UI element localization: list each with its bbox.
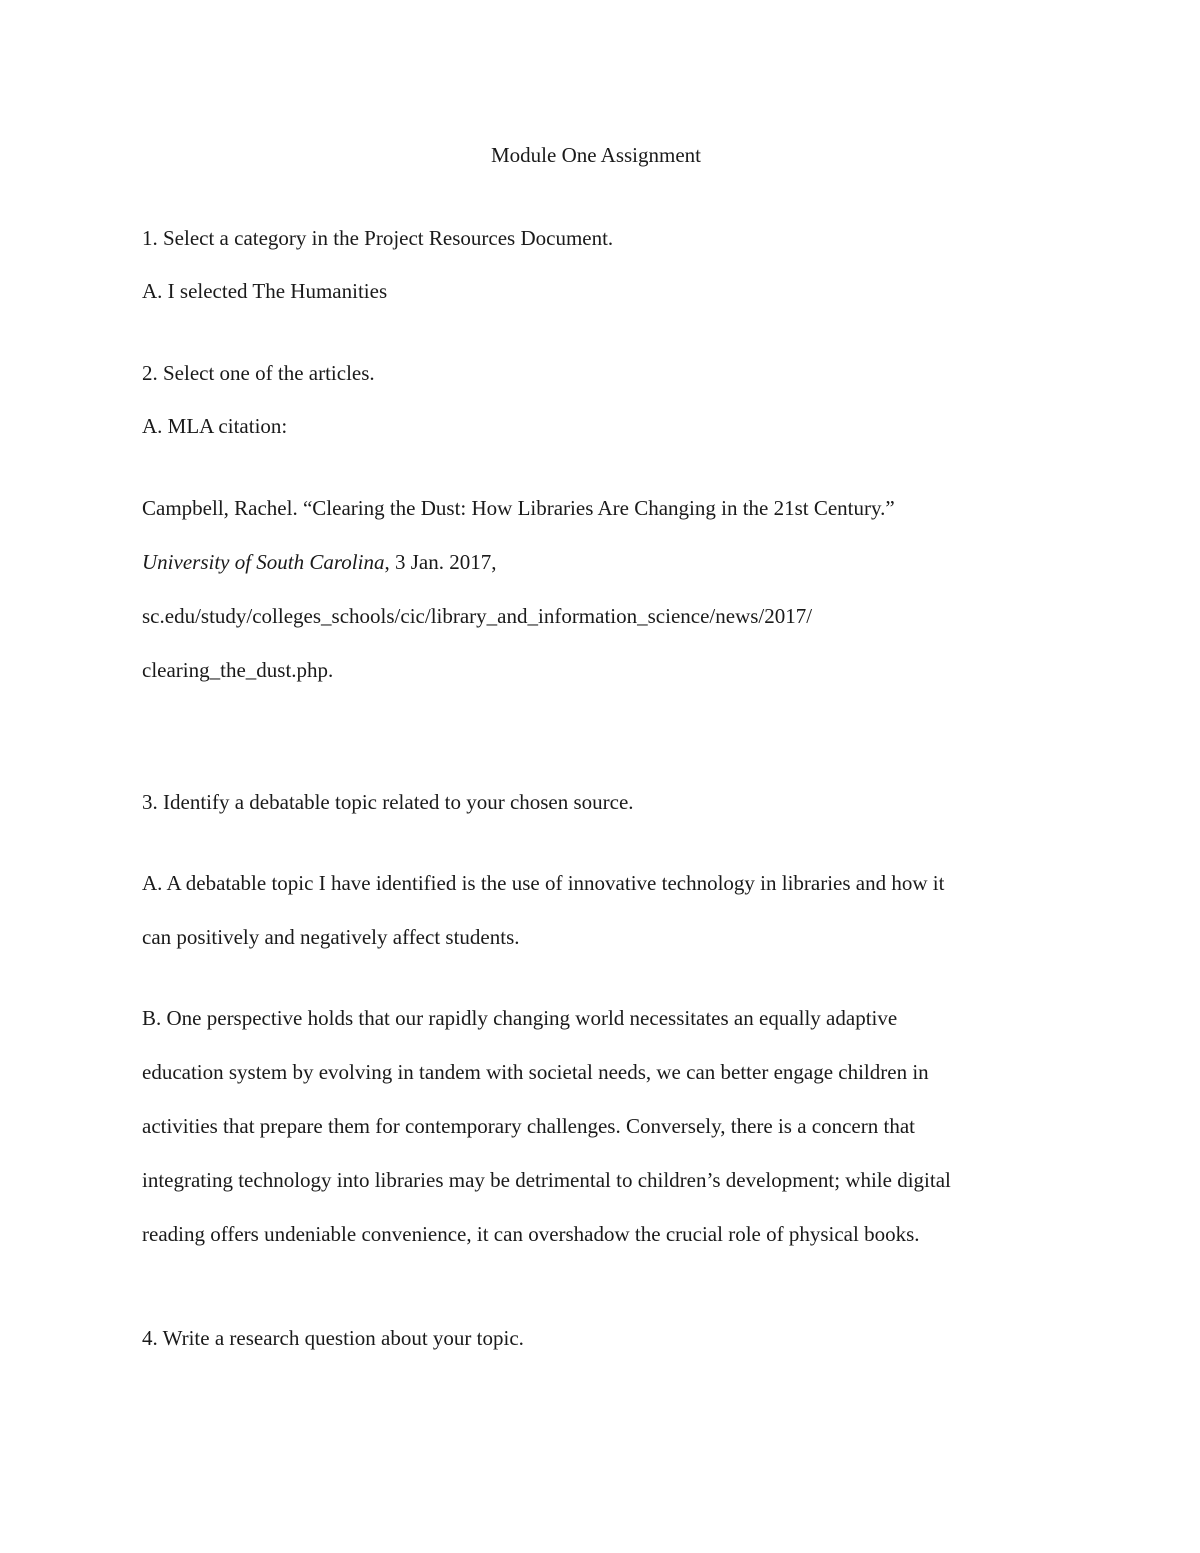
citation-line-1: Campbell, Rachel. “Clearing the Dust: How Libraries Are Changing in the 21st Century.” [142,496,895,520]
question-3-prompt: 3. Identify a debatable topic related to your chosen source. [142,790,634,814]
question-2-answer-label: A. MLA citation: [142,414,288,438]
question-3-answer-b-line-2: education system by evolving in tandem with societal needs, we can better engage children in [142,1060,929,1084]
question-3-answer-b-line-3: activities that prepare them for contemporary challenges. Conversely, there is a concern that [142,1114,915,1138]
question-3-answer-b-line-1: B. One perspective holds that our rapidly changing world necessitates an equally adaptive [142,1006,898,1030]
question-4-prompt: 4. Write a research question about your topic. [142,1326,524,1350]
question-1-answer: A. I selected The Humanities [142,279,388,303]
citation-line-2 [142,552,496,573]
question-3-answer-b-line-4: integrating technology into libraries may be detrimental to children’s development; while digital [142,1168,951,1192]
citation-url-line-1: sc.edu/study/colleges_schools/cic/library_and_information_science/news/2017/ [142,604,813,628]
question-3-answer-a-line-2: can positively and negatively affect students. [142,925,520,949]
citation-date: , 3 Jan. 2017, [384,550,497,574]
document-title: Module One Assignment [491,143,701,167]
question-2-prompt: 2. Select one of the articles. [142,361,375,385]
question-3-answer-b-line-5: reading offers undeniable convenience, it can overshadow the crucial role of physical books. [142,1222,920,1246]
citation-publisher: University of South Carolina [142,550,385,574]
question-1-prompt: 1. Select a category in the Project Resources Document. [142,226,614,250]
citation-url-line-2: clearing_the_dust.php. [142,658,334,682]
question-3-answer-a-line-1: A. A debatable topic I have identified is the use of innovative technology in libraries and how it [142,871,945,895]
